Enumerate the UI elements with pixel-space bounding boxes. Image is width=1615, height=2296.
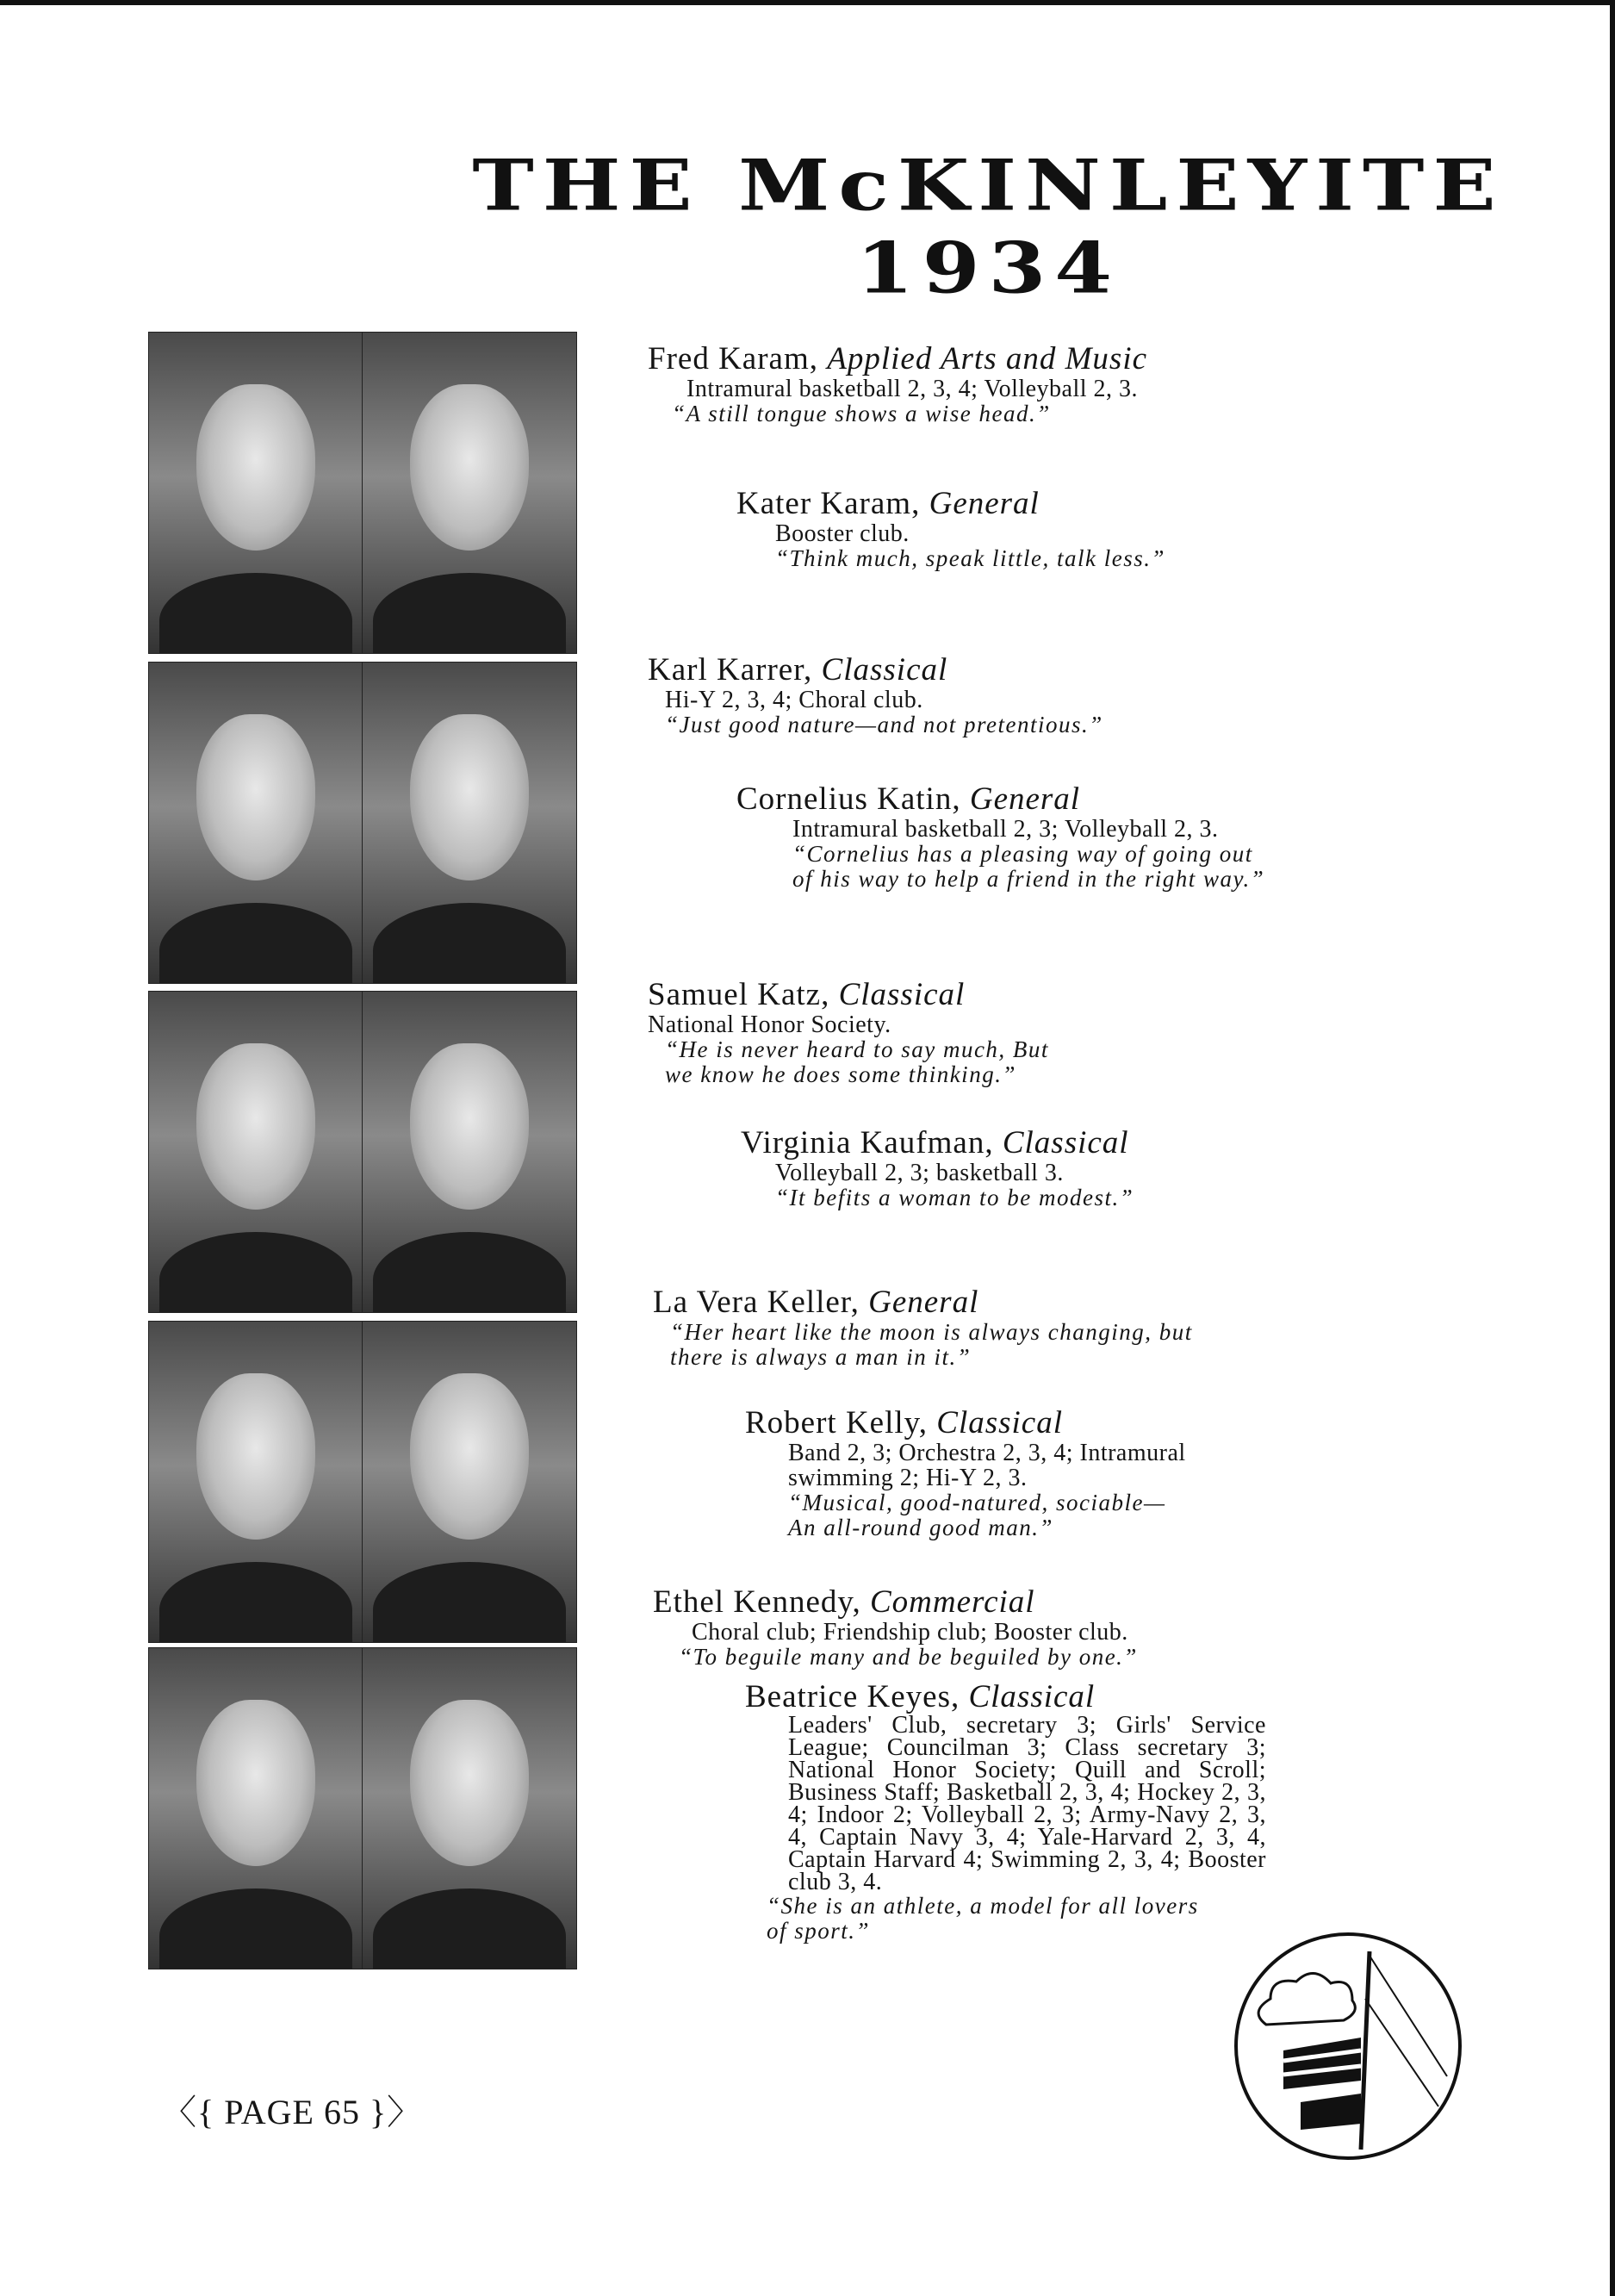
student-quote: “Think much, speak little, talk less.” bbox=[775, 545, 1165, 571]
page-border-top bbox=[0, 0, 1615, 5]
student-course: Classical bbox=[936, 1405, 1064, 1440]
student-name: Ethel Kennedy, bbox=[653, 1584, 861, 1620]
student-name: Virginia Kaufman, bbox=[741, 1125, 994, 1160]
portrait-photo bbox=[362, 662, 577, 984]
yearbook-title: THE McKINLEYITE 1934 bbox=[472, 143, 1505, 310]
student-entry bbox=[745, 1406, 1253, 1540]
student-quote: “To beguile many and be beguiled by one.” bbox=[679, 1644, 1138, 1670]
student-name: Robert Kelly, bbox=[745, 1405, 929, 1440]
portrait-photo bbox=[148, 332, 363, 654]
student-activities: Leaders' Club, secretary 3; Girls' Service League; Councilman 3; Class secretary 3; National Honor Society; Quill and Scroll; Business Staff; Basketball 2, 3, 4; Hockey 2, 3, 4; Indoor 2; Volleyball 2, 3; Army-Navy 2, 3, 4, Captain Navy 3, 4; Yale-Harvard 2, 3, 4, Captain Harvard 4; Swimming 2, 3, 4; Booster club 3, 4. bbox=[788, 1712, 1266, 1895]
student-quote: “Cornelius has a pleasing way of going out of his way to help a friend in the right way.” bbox=[792, 841, 1265, 892]
student-entry bbox=[736, 487, 1339, 571]
student-entry bbox=[648, 653, 1302, 737]
student-course: Classical bbox=[968, 1679, 1096, 1714]
page-number: 〈{ PAGE 65 }〉 bbox=[162, 2093, 423, 2131]
ship-flag-emblem bbox=[1232, 1930, 1464, 2162]
student-entry bbox=[745, 1680, 1266, 1944]
student-activities: Intramural basketball 2, 3; Volleyball 2, 3. bbox=[792, 816, 1219, 843]
student-activities: Intramural basketball 2, 3, 4; Volleyball 2, 3. bbox=[686, 376, 1139, 402]
student-entry bbox=[648, 342, 1302, 426]
student-quote: “He is never heard to say much, But we know he does some thinking.” bbox=[665, 1036, 1049, 1087]
student-quote: “Just good nature—and not pretentious.” bbox=[665, 712, 1103, 737]
portrait-photo bbox=[362, 332, 577, 654]
portrait-photo bbox=[362, 991, 577, 1313]
student-quote: “Her heart like the moon is always changing, but there is always a man in it.” bbox=[670, 1319, 1193, 1370]
student-quote: “Musical, good-natured, sociable— An all-round good man.” bbox=[788, 1490, 1166, 1540]
student-course: Classical bbox=[821, 652, 948, 688]
student-course: General bbox=[969, 781, 1081, 817]
student-activities: Hi-Y 2, 3, 4; Choral club. bbox=[665, 687, 923, 713]
page-border-right bbox=[1610, 0, 1615, 2296]
portrait-photo bbox=[362, 1647, 577, 1969]
student-quote: “It befits a woman to be modest.” bbox=[775, 1185, 1134, 1210]
portrait-photo bbox=[148, 1321, 363, 1643]
student-name: Fred Karam, bbox=[648, 341, 818, 376]
student-name: Kater Karam, bbox=[736, 486, 921, 521]
student-entry bbox=[736, 782, 1270, 892]
student-entry bbox=[653, 1585, 1204, 1670]
student-course: Commercial bbox=[870, 1584, 1035, 1620]
student-activities: National Honor Society. bbox=[648, 1011, 891, 1038]
student-course: Applied Arts and Music bbox=[827, 341, 1148, 376]
student-activities: Booster club. bbox=[775, 520, 910, 547]
student-course: Classical bbox=[1002, 1125, 1129, 1160]
student-name: La Vera Keller, bbox=[653, 1285, 860, 1320]
student-quote: “A still tongue shows a wise head.” bbox=[672, 401, 1051, 426]
student-course: General bbox=[868, 1285, 979, 1320]
student-name: Beatrice Keyes, bbox=[745, 1679, 960, 1714]
student-activities: Choral club; Friendship club; Booster club. bbox=[692, 1619, 1128, 1646]
student-activities: Band 2, 3; Orchestra 2, 3, 4; Intramural swimming 2; Hi-Y 2, 3. bbox=[788, 1440, 1186, 1491]
student-activities: Volleyball 2, 3; basketball 3. bbox=[775, 1160, 1064, 1186]
student-name: Karl Karrer, bbox=[648, 652, 813, 688]
student-name: Samuel Katz, bbox=[648, 977, 830, 1012]
portrait-photo bbox=[148, 1647, 363, 1969]
portrait-photo bbox=[148, 662, 363, 984]
student-entry bbox=[741, 1126, 1292, 1210]
portrait-photo bbox=[362, 1321, 577, 1643]
student-quote: “She is an athlete, a model for all lovers of sport.” bbox=[767, 1893, 1199, 1944]
student-entry bbox=[653, 1285, 1221, 1370]
portrait-photo bbox=[148, 991, 363, 1313]
student-course: Classical bbox=[838, 977, 966, 1012]
student-name: Cornelius Katin, bbox=[736, 781, 961, 817]
student-course: General bbox=[929, 486, 1040, 521]
student-entry bbox=[648, 978, 1199, 1087]
